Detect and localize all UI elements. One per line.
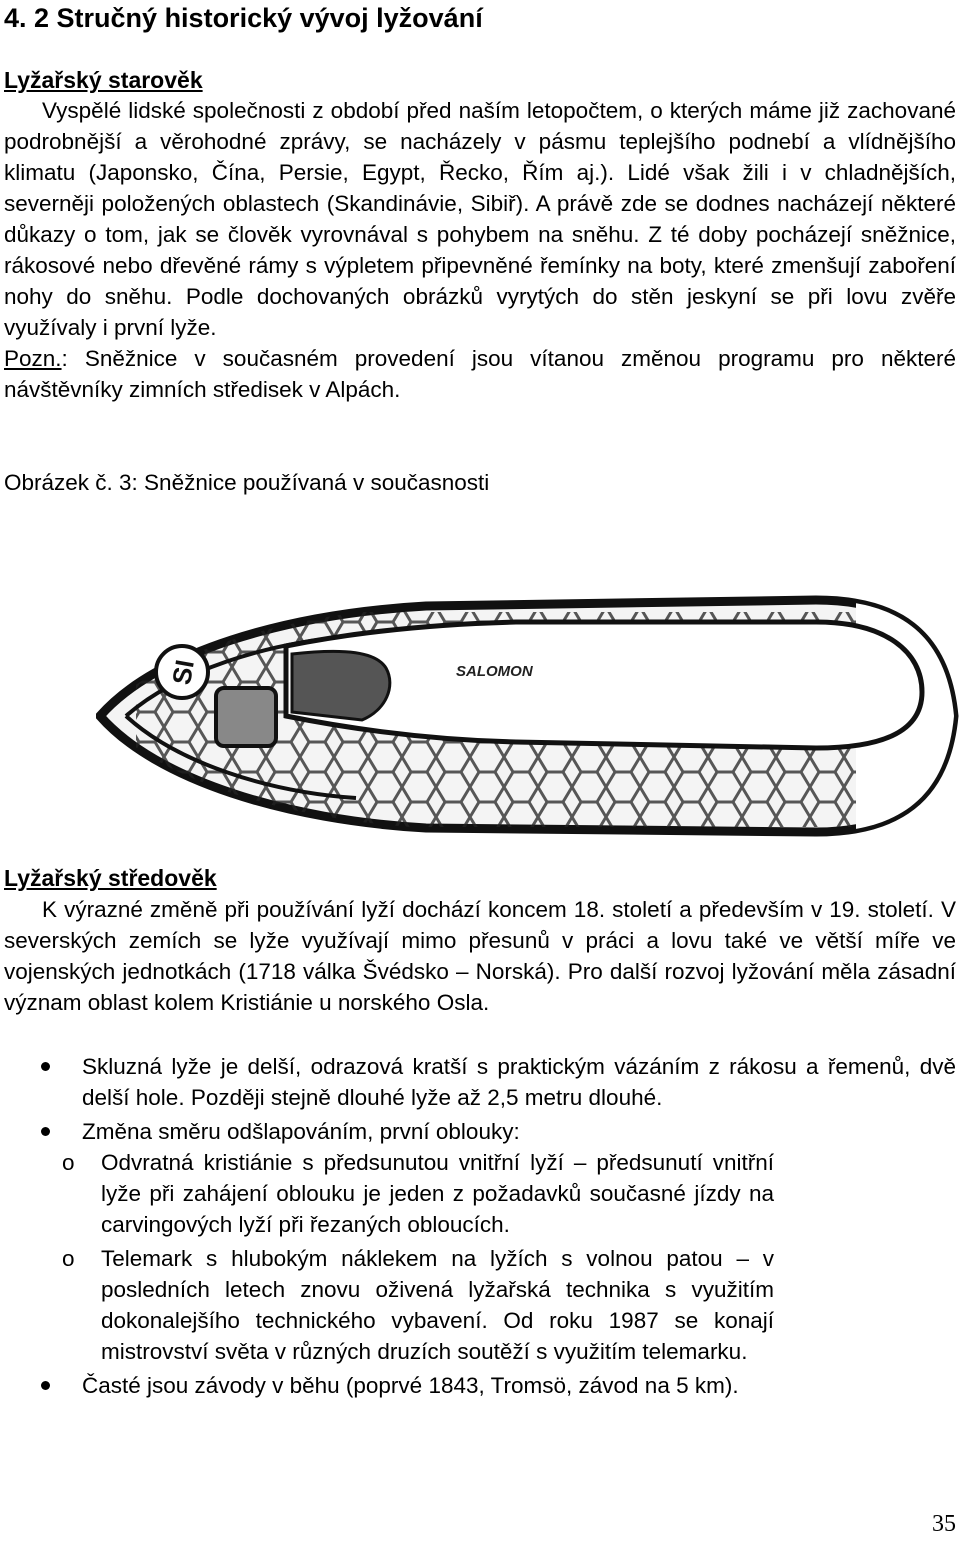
sub-list	[0, 1147, 956, 1367]
bullet-item: Skluzná lyže je delší, odrazová kratší s praktickým vázáním z rákosu a řemenů, dvě delší hole. Později stejně dlouhé lyže až 2,5 metru dlouhé.	[0, 1051, 956, 1113]
note-label: Pozn.	[4, 346, 62, 371]
figure-caption: Obrázek č. 3: Sněžnice používaná v současnosti	[4, 470, 490, 495]
section-title-ancient: Lyžařský starověk	[4, 67, 203, 93]
paragraph-ancient-text: Vyspělé lidské společnosti z období před naším letopočtem, o kterých máme již zachované podrobnější a věrohodné zprávy, se nacházely v pásmu teplejšího podnebí a vlídnějšího klimatu (Japonsko, Čína, Persie, Egypt, Řecko, Řím aj.). Lidé však žili i v chladnějších, severněji položených oblastech (Skandinávie, Sibiř). A právě zde se dodnes nacházejí některé důkazy o tom, jak se člověk vyrovnával s pohybem na sněhu. Z té doby pocházejí sněžnice, rákosové nebo dřevěné rámy s výpletem připevněné řemínky na boty, které zmenšují zaboření nohy do sněhu. Podle dochovaných obrázků vyrytých do stěn jeskyní se při lovu zvěře využívaly i první lyže.	[4, 98, 956, 340]
page-number: 35	[932, 1511, 956, 1537]
snowshoe-figure	[96, 592, 960, 842]
bullet-list	[0, 1051, 960, 1404]
badge-label: SI	[166, 657, 200, 687]
sub-list-item: o Telemark s hlubokým náklekem na lyžích s volnou patou – v posledních letech znovu oživená lyžařská technika s využitím dokonalejšího technického vybavení. Od roku 1987 se konají mistrovství světa v různých druzích soutěží s využitím telemarku.	[0, 1243, 774, 1367]
brand-label: SALOMON	[456, 663, 533, 680]
snowshoe-illustration	[96, 592, 960, 842]
paragraph-ancient	[4, 95, 956, 405]
bullet-item	[0, 1116, 956, 1367]
bullet-item-text: Změna směru odšlapováním, první oblouky:	[82, 1119, 520, 1144]
paragraph-medieval	[4, 894, 956, 1018]
section-title-medieval: Lyžařský středověk	[4, 865, 217, 891]
sub-list-item: o Odvratná kristiánie s předsunutou vnitřní lyží – předsunutí vnitřní lyže při zahájení oblouku je jeden z požadavků současné jízdy na carvingových lyží při řezaných obloucích.	[0, 1147, 774, 1240]
chapter-heading: 4. 2 Stručný historický vývoj lyžování	[4, 3, 483, 33]
paragraph-medieval-text: K výrazné změně při používání lyží dochází koncem 18. století a především v 19. století. V severských zemích se lyže využívají mimo přesunů v práci a lovu také ve větší míře ve vojenských jednotkách (1718 válka Švédsko – Norská). Pro další rozvoj lyžování měla zásadní význam oblast kolem Kristiánie u norského Osla.	[4, 897, 956, 1015]
note-text: : Sněžnice v současném provedení jsou vítanou změnou programu pro některé návštěvníky zimních středisek v Alpách.	[4, 346, 956, 402]
bullet-item: Časté jsou závody v běhu (poprvé 1843, Tromsö, závod na 5 km).	[0, 1370, 956, 1401]
